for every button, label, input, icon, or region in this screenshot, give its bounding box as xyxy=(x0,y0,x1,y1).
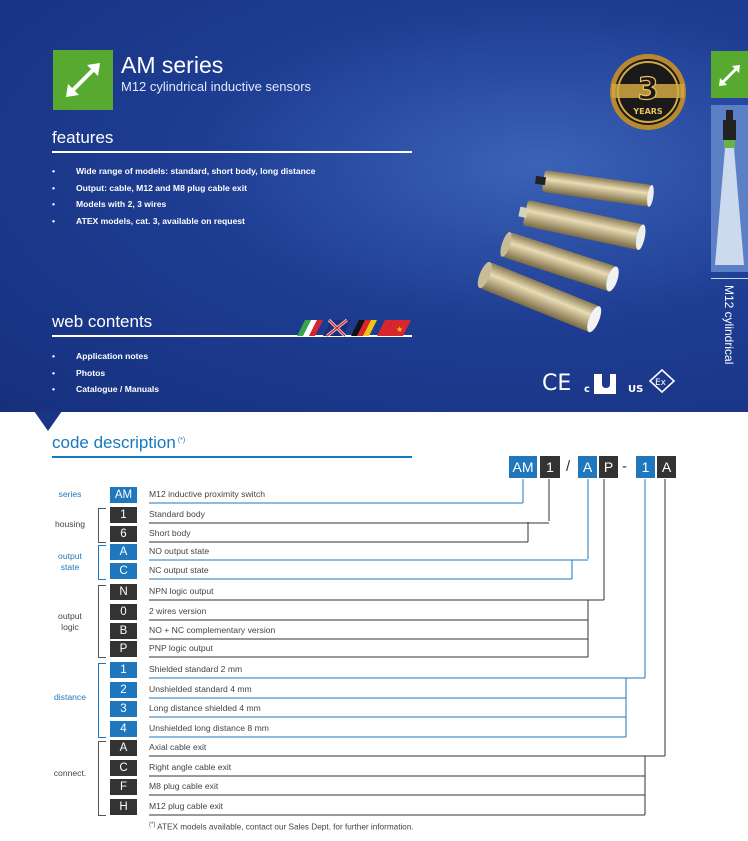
web-contents-heading: web contents xyxy=(52,312,153,331)
code-segment: A xyxy=(657,456,676,478)
option-code: P xyxy=(110,641,137,657)
heading-note-mark: (*) xyxy=(177,437,186,444)
features-heading: features xyxy=(52,128,114,147)
features-item: • Output: cable, M12 and M8 plug cable exit xyxy=(52,180,315,197)
option-description: M12 inductive proximity switch xyxy=(149,489,266,499)
code-segment: 1 xyxy=(636,456,655,478)
category-label: output state xyxy=(58,551,82,572)
option-description: Shielded standard 2 mm xyxy=(149,664,243,674)
svg-text:★: ★ xyxy=(396,325,404,334)
ce-mark: CE xyxy=(542,371,572,396)
option-code: F xyxy=(110,779,137,795)
option-code: AM xyxy=(110,487,137,503)
code-segment: 1 xyxy=(540,456,560,478)
page-subtitle: M12 cylindrical inductive sensors xyxy=(121,79,312,94)
category-label: series xyxy=(58,489,82,499)
option-code: A xyxy=(110,740,137,756)
web-contents-item[interactable]: • Catalogue / Manuals xyxy=(52,381,159,398)
option-description: PNP logic output xyxy=(149,643,213,653)
badge-label: YEARS xyxy=(633,107,663,116)
category-label: connect. xyxy=(53,768,87,778)
web-contents-item[interactable]: • Photos xyxy=(52,365,159,382)
option-description: Long distance shielded 4 mm xyxy=(149,703,261,713)
sidebar-category-label: M12 cylindrical xyxy=(722,285,736,365)
code-separator: / xyxy=(566,458,571,475)
features-item: • Wide range of models: standard, short body, long distance xyxy=(52,163,315,180)
option-code: 0 xyxy=(110,604,137,620)
option-description: Unshielded long distance 8 mm xyxy=(149,723,269,733)
option-description: Right angle cable exit xyxy=(149,762,232,772)
category-label: housing xyxy=(54,519,86,529)
option-description: Axial cable exit xyxy=(149,742,207,752)
svg-text:Ex: Ex xyxy=(655,378,667,388)
option-code: C xyxy=(110,563,137,579)
us-mark: US xyxy=(628,384,644,395)
option-code: H xyxy=(110,799,137,815)
option-code: 1 xyxy=(110,507,137,523)
features-item: • Models with 2, 3 wires xyxy=(52,196,315,213)
code-description-heading-text: code description xyxy=(52,433,176,452)
web-contents-item[interactable]: • Application notes xyxy=(52,348,159,365)
code-segment: A xyxy=(578,456,597,478)
option-description: M12 plug cable exit xyxy=(149,801,224,811)
option-code: C xyxy=(110,760,137,776)
features-item: • ATEX models, cat. 3, available on request xyxy=(52,213,315,230)
option-code: A xyxy=(110,544,137,560)
option-code: 4 xyxy=(110,721,137,737)
footnote-mark: (*) xyxy=(149,822,156,828)
option-description: Short body xyxy=(149,528,191,538)
option-code: N xyxy=(110,584,137,600)
option-description: NPN logic output xyxy=(149,586,214,596)
category-label: distance xyxy=(53,692,86,702)
option-description: M8 plug cable exit xyxy=(149,781,219,791)
code-separator: - xyxy=(622,458,627,475)
option-code: 3 xyxy=(110,701,137,717)
option-description: NC output state xyxy=(149,565,209,575)
footnote-text: ATEX models available, contact our Sales Dept. for further information. xyxy=(157,822,414,832)
option-code: B xyxy=(110,623,137,639)
c-mark: c xyxy=(584,384,590,395)
option-description: NO + NC complementary version xyxy=(149,625,276,635)
option-code: 6 xyxy=(110,526,137,542)
option-code: 2 xyxy=(110,682,137,698)
option-description: Standard body xyxy=(149,509,205,519)
option-description: 2 wires version xyxy=(149,606,207,616)
option-code: 1 xyxy=(110,662,137,678)
category-label: output logic xyxy=(58,611,82,632)
code-segment: AM xyxy=(509,456,537,478)
code-segment: P xyxy=(599,456,618,478)
page-title: AM series xyxy=(121,52,224,78)
badge-number: 3 xyxy=(637,72,659,107)
option-description: Unshielded standard 4 mm xyxy=(149,684,252,694)
option-description: NO output state xyxy=(149,546,210,556)
footnote xyxy=(149,822,414,832)
